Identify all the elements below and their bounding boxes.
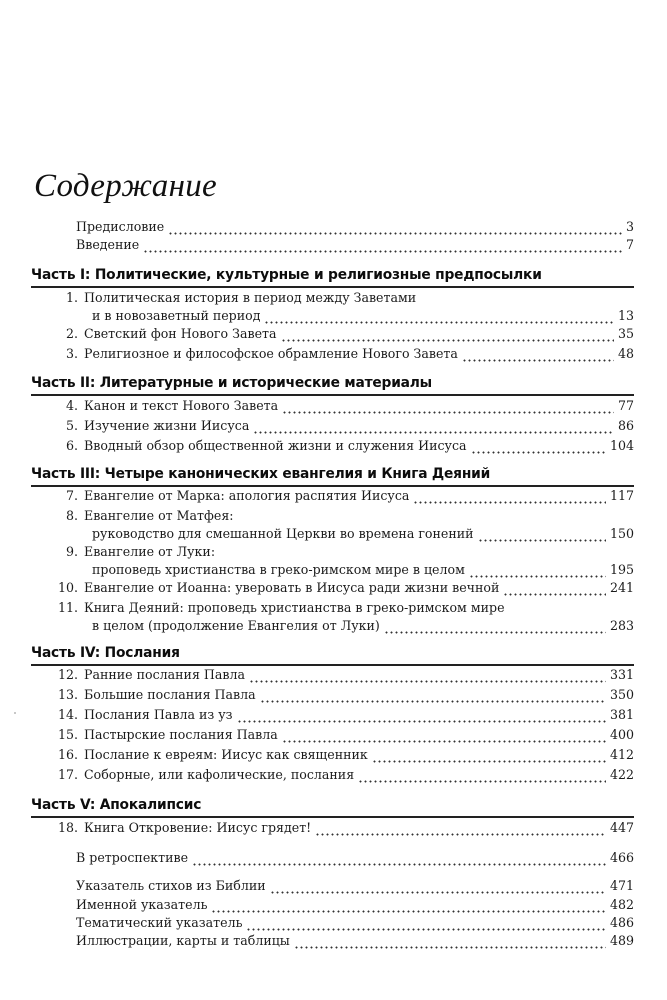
dot-leader [260,691,606,703]
part-heading: Часть IV: Послания [31,645,180,661]
entry-title: руководство для смешанной Церкви во времена гонений [92,526,474,541]
entry-title: Тематический указатель [76,915,243,930]
entry-page: 3 [625,219,634,234]
entry-title: Большие послания Павла [84,687,256,702]
toc-entry [57,687,634,706]
entry-number: 7. [65,488,78,503]
entry-number: 9. [65,544,78,559]
entry-page: 486 [609,915,634,930]
dot-leader [471,442,606,454]
dot-leader [503,584,606,596]
entry-title: Предисловие [76,219,165,234]
entry-number: 16. [57,747,78,762]
entry-number: 17. [57,767,78,782]
entry-number: 18. [57,820,78,835]
entry-title: Введение [76,237,140,252]
dot-leader [462,350,614,362]
toc-entry-multiline [64,544,634,563]
entry-title: и в новозаветный период [92,308,261,323]
toc-entry [57,707,634,726]
entry-title: в целом (продолжение Евангелия от Луки) [92,618,380,633]
entry-title: Евангелие от Иоанна: уверовать в Иисуса ради жизни вечной [84,580,500,595]
toc-entry-introduction [76,237,634,256]
entry-title: Книга Откровение: Иисус грядет! [84,820,312,835]
entry-number: 10. [57,580,78,595]
dot-leader [249,671,606,683]
part-heading: Часть III: Четыре канонических евангелия и Книга Деяний [31,466,491,482]
entry-page: 77 [617,398,634,413]
entry-page: 331 [609,667,634,682]
entry-page: 195 [609,562,634,577]
entry-number: 8. [65,508,78,523]
entry-number: 2. [65,326,78,341]
entry-number: 5. [65,418,78,433]
dot-leader [168,223,622,235]
part-rule [31,286,634,288]
entry-title: Изучение жизни Иисуса [84,418,250,433]
dot-leader [469,566,606,578]
entry-title: проповедь христианства в греко-римском мире в целом [92,562,465,577]
dot-leader [237,711,606,723]
entry-title: Послание к евреям: Иисус как священник [84,747,368,762]
entry-title: Светский фон Нового Завета [84,326,277,341]
entry-title: Иллюстрации, карты и таблицы [76,933,290,948]
entry-title: Ранние послания Павла [84,667,245,682]
dot-leader [264,312,613,324]
toc-entry [57,747,634,766]
entry-page: 241 [609,580,634,595]
entry-title: Канон и текст Нового Завета [84,398,279,413]
dot-leader [282,402,614,414]
dot-leader [192,854,606,866]
toc-entry-continued [92,526,634,545]
entry-title-line1: Евангелие от Луки: [84,544,216,559]
entry-page: 466 [609,850,634,865]
toc-entry-index [76,897,634,916]
entry-number: 14. [57,707,78,722]
dot-leader [282,731,606,743]
entry-title-line1: Евангелие от Матфея: [84,508,234,523]
dot-leader [413,492,606,504]
entry-page: 482 [609,897,634,912]
dot-leader [270,882,606,894]
entry-page: 447 [609,820,634,835]
dot-leader [358,771,606,783]
entry-page: 381 [609,707,634,722]
entry-page: 471 [609,878,634,893]
dot-leader [315,824,606,836]
entry-number: 12. [57,667,78,682]
toc-entry [57,667,634,686]
entry-title-line1: Книга Деяний: проповедь христианства в греко-римском мире [84,600,505,615]
entry-title: Именной указатель [76,897,208,912]
dot-leader [281,330,614,342]
entry-page: 13 [617,308,634,323]
entry-title: Указатель стихов из Библии [76,878,266,893]
entry-page: 283 [609,618,634,633]
toc-entry [64,346,634,365]
entry-page: 104 [609,438,634,453]
entry-number: 15. [57,727,78,742]
toc-entry [57,727,634,746]
toc-entry-preface [76,219,634,238]
entry-page: 48 [617,346,634,361]
entry-page: 117 [609,488,634,503]
toc-entry-index [76,933,634,952]
toc-entry-multiline [64,508,634,527]
dot-leader [211,901,606,913]
part-rule [31,485,634,487]
part-heading: Часть II: Литературные и исторические материалы [31,375,432,391]
entry-page: 86 [617,418,634,433]
entry-page: 422 [609,767,634,782]
entry-title: Евангелие от Марка: апология распятия Иисуса [84,488,410,503]
toc-entry-multiline [64,290,634,309]
dot-leader [246,919,605,931]
toc-entry-multiline [57,600,634,619]
entry-number: 1. [65,290,78,305]
toc-entry [64,488,634,507]
entry-title: Соборные, или кафолические, послания [84,767,355,782]
entry-page: 150 [609,526,634,541]
part-heading: Часть I: Политические, культурные и религиозные предпосылки [31,267,542,283]
dot-leader [253,422,614,434]
scan-speck [14,712,16,714]
entry-number: 13. [57,687,78,702]
page-title: Содержание [34,168,218,204]
entry-title: В ретроспективе [76,850,189,865]
toc-entry-continued [92,562,634,581]
part-rule [31,816,634,818]
toc-entry-continued [92,618,634,637]
toc-entry-index [76,915,634,934]
entry-number: 11. [57,600,78,615]
part-rule [31,664,634,666]
entry-title: Вводный обзор общественной жизни и служения Иисуса [84,438,467,453]
toc-entry-continued [92,308,634,327]
entry-title: Пастырские послания Павла [84,727,278,742]
dot-leader [384,622,606,634]
entry-page: 400 [609,727,634,742]
dot-leader [294,937,606,949]
entry-page: 7 [625,237,634,252]
toc-entry [57,580,634,599]
toc-entry-index [76,878,634,897]
entry-title: Послания Павла из уз [84,707,233,722]
toc-entry [57,820,634,839]
toc-entry-retrospective [76,850,634,869]
toc-entry [64,438,634,457]
entry-title-line1: Политическая история в период между Заветами [84,290,417,305]
entry-page: 489 [609,933,634,948]
entry-number: 3. [65,346,78,361]
part-heading: Часть V: Апокалипсис [31,797,202,813]
toc-entry [57,767,634,786]
entry-number: 6. [65,438,78,453]
entry-title: Религиозное и философское обрамление Нового Завета [84,346,458,361]
toc-entry [64,418,634,437]
entry-page: 350 [609,687,634,702]
part-rule [31,394,634,396]
toc-entry [64,326,634,345]
dot-leader [478,530,606,542]
entry-page: 412 [609,747,634,762]
entry-page: 35 [617,326,634,341]
dot-leader [372,751,606,763]
entry-number: 4. [65,398,78,413]
toc-entry [64,398,634,417]
dot-leader [143,241,622,253]
